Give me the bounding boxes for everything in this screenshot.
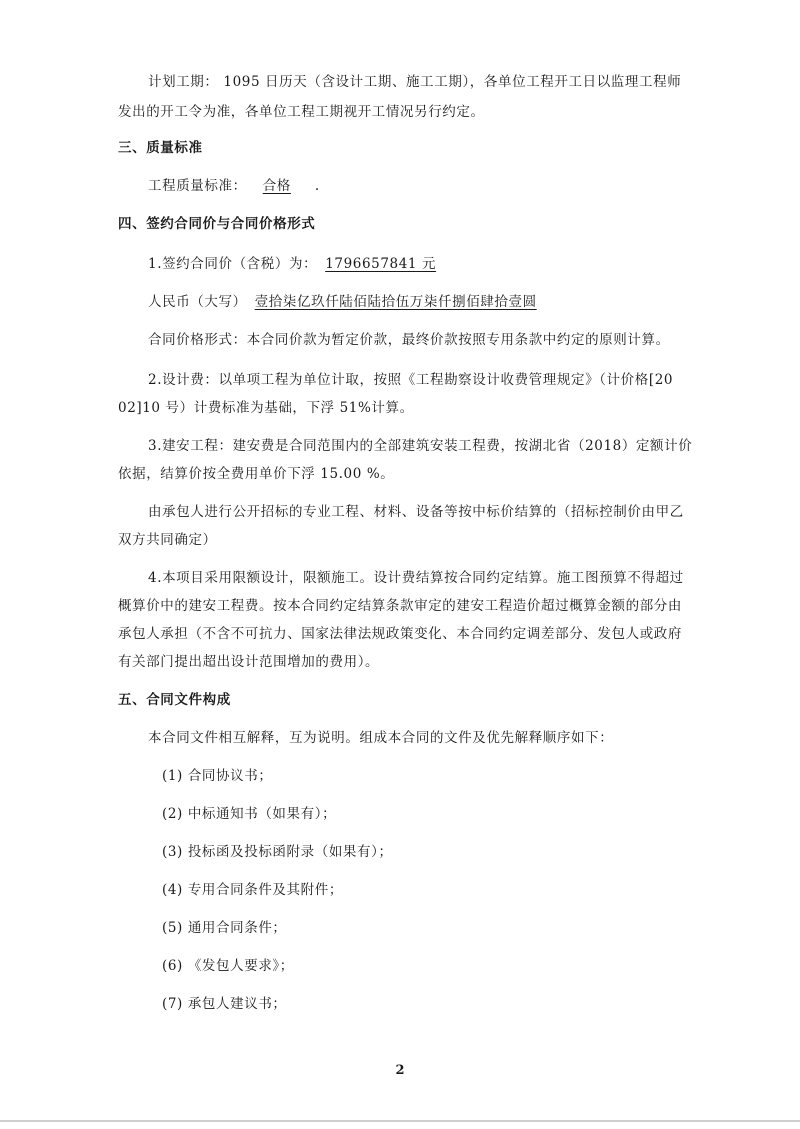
bidding-line-2: 双方共同确定） xyxy=(118,532,217,548)
section-3-heading: 三、质量标准 xyxy=(118,140,203,156)
limit-design-line-2: 概算价中的建安工程费。按本合同约定结算条款审定的建安工程造价超过概算金额的部分由 xyxy=(118,598,682,614)
contract-price-line xyxy=(148,254,718,274)
list-item: (5) 通用合同条件； xyxy=(162,920,287,936)
schedule-text-line-1: 计划工期： 1095 日历天（含设计工期、施工工期），各单位工程开工日以监理工程师 xyxy=(148,74,682,90)
schedule-text-line-2: 发出的开工令为准，各单位工程工期视开工情况另行约定。 xyxy=(118,104,485,120)
design-fee-line-2: 02]10 号）计费标准为基础，下浮 51%计算。 xyxy=(118,400,414,416)
limit-design-line-4: 有关部门提出超出设计范围增加的费用）。 xyxy=(118,654,380,670)
list-item: (4) 专用合同条件及其附件； xyxy=(162,882,343,898)
page-number: 2 xyxy=(395,1063,405,1078)
contract-price-value: 1796657841 元 xyxy=(325,256,437,272)
design-fee-line-1: 2.设计费：以单项工程为单位计取，按照《工程勘察设计收费管理规定》（计价格[20 xyxy=(148,372,674,388)
quality-standard-value: 合格 xyxy=(262,178,291,194)
section-4-heading: 四、签约合同价与合同价格形式 xyxy=(118,216,316,232)
limit-design-line-3: 承包人承担（不含不可抗力、国家法律法规政策变化、本合同约定调差部分、发包人或政府 xyxy=(118,626,682,642)
construction-fee-line-1: 3.建安工程：建安费是合同范围内的全部建筑安装工程费，按湖北省（2018）定额计价 xyxy=(148,438,693,454)
list-item: (1) 合同协议书； xyxy=(162,768,273,784)
section-5-heading: 五、合同文件构成 xyxy=(118,692,231,708)
price-form-line: 合同价格形式：本合同价款为暂定价款，最终价款按照专用条款中约定的原则计算。 xyxy=(148,332,670,348)
construction-fee-line-2: 依据，结算价按全费用单价下浮 15.00 %。 xyxy=(118,466,395,482)
quality-standard-line: 工程质量标准： 合格 . xyxy=(148,178,320,194)
contract-documents-intro: 本合同文件相互解释，互为说明。组成本合同的文件及优先解释顺序如下： xyxy=(148,730,614,746)
limit-design-line-1: 4.本项目采用限额设计，限额施工。设计费结算按合同约定结算。施工图预算不得超过 xyxy=(148,570,684,586)
contract-price-label: 1.签约合同价（含税）为： xyxy=(148,256,318,272)
rmb-amount-line xyxy=(148,292,718,312)
page-bottom-divider xyxy=(0,1120,800,1122)
list-item: (6) 《发包人要求》； xyxy=(162,958,294,974)
rmb-amount-label: 人民币（大写） xyxy=(148,294,247,310)
list-item: (7) 承包人建议书； xyxy=(162,996,287,1012)
quality-standard-label: 工程质量标准： xyxy=(148,178,247,194)
bidding-line-1: 由承包人进行公开招标的专业工程、材料、设备等按中标价结算的（招标控制价由甲乙 xyxy=(148,504,684,520)
list-item: (2) 中标通知书（如果有）； xyxy=(162,806,337,822)
rmb-amount-value: 壹拾柒亿玖仟陆佰陆拾伍万柒仟捌佰肆拾壹圆 xyxy=(254,294,537,310)
list-item: (3) 投标函及投标函附录（如果有）； xyxy=(162,844,393,860)
